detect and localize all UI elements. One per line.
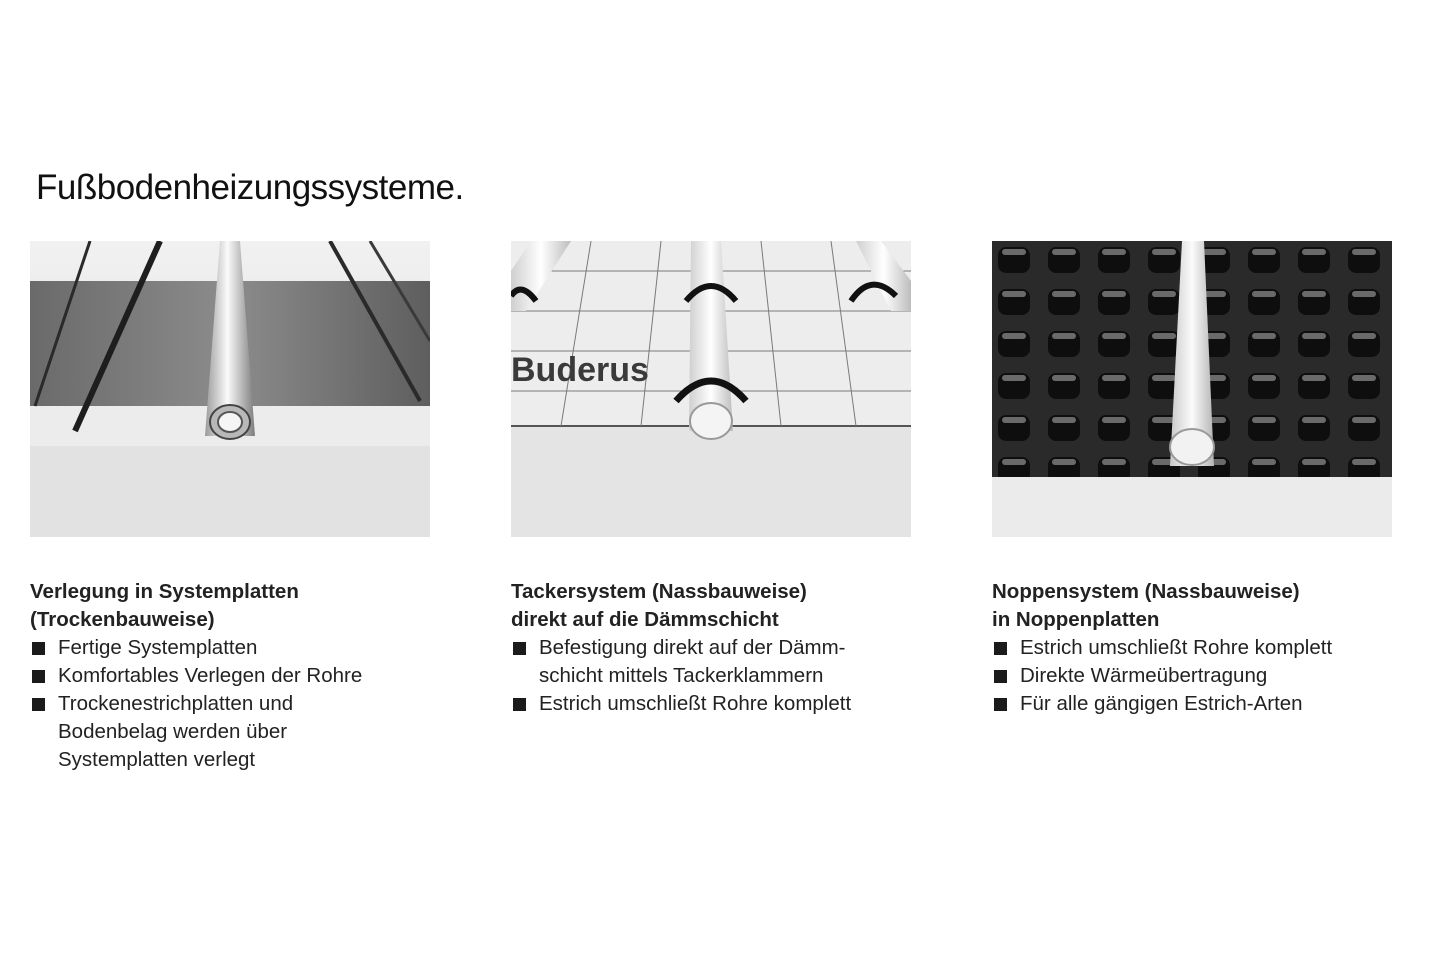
feature-list: [30, 634, 430, 774]
list-item-text: Estrich umschließt Rohre komplett: [1020, 636, 1333, 659]
square-bullet-icon: [32, 698, 45, 711]
list-item: [30, 690, 430, 774]
system-heading: [992, 578, 1392, 634]
list-item: [992, 662, 1392, 690]
square-bullet-icon: [32, 670, 45, 683]
photo-systemplatten: [30, 241, 430, 537]
square-bullet-icon: [513, 698, 526, 711]
list-item-text: Trockenestrichplatten und: [58, 692, 294, 715]
heading-line: Tackersystem (Nassbauweise): [511, 580, 807, 603]
list-item: [992, 634, 1392, 662]
list-item-text: Befestigung direkt auf der Dämm-: [539, 636, 846, 659]
system-heading: [30, 578, 430, 634]
square-bullet-icon: [994, 642, 1007, 655]
page-title: Fußbodenheizungssysteme.: [36, 168, 464, 207]
square-bullet-icon: [513, 642, 526, 655]
photo-noppensystem: [992, 241, 1392, 537]
list-item: [511, 690, 911, 718]
list-item: [511, 634, 911, 690]
list-item-text: Bodenbelag werden über: [58, 720, 288, 743]
square-bullet-icon: [32, 642, 45, 655]
list-item: [30, 634, 430, 662]
heading-line: Verlegung in Systemplatten: [30, 580, 299, 603]
list-item: [30, 662, 430, 690]
list-item-text: Estrich umschließt Rohre komplett: [539, 692, 852, 715]
heading-line: in Noppenplatten: [992, 608, 1160, 631]
list-item-text: Direkte Wärmeübertragung: [1020, 664, 1268, 687]
list-item-text: Fertige Systemplatten: [58, 636, 258, 659]
list-item-text: Für alle gängigen Estrich-Arten: [1020, 692, 1303, 715]
list-item-text: schicht mittels Tackerklammern: [539, 664, 824, 687]
square-bullet-icon: [994, 698, 1007, 711]
heading-line: (Trockenbauweise): [30, 608, 215, 631]
system-card-systemplatten: [30, 241, 430, 774]
list-item-text: Komfortables Verlegen der Rohre: [58, 664, 363, 687]
heading-line: Noppensystem (Nassbauweise): [992, 580, 1300, 603]
system-heading: [511, 578, 911, 634]
system-card-noppensystem: [992, 241, 1392, 718]
list-item: [992, 690, 1392, 718]
feature-list: [992, 634, 1392, 718]
photo-tackersystem: [511, 241, 911, 537]
heading-line: direkt auf die Dämmschicht: [511, 608, 779, 631]
feature-list: [511, 634, 911, 718]
list-item-text: Systemplatten verlegt: [58, 748, 256, 771]
photo-brand-text: Buderus: [511, 351, 649, 389]
system-card-tackersystem: [511, 241, 911, 718]
square-bullet-icon: [994, 670, 1007, 683]
